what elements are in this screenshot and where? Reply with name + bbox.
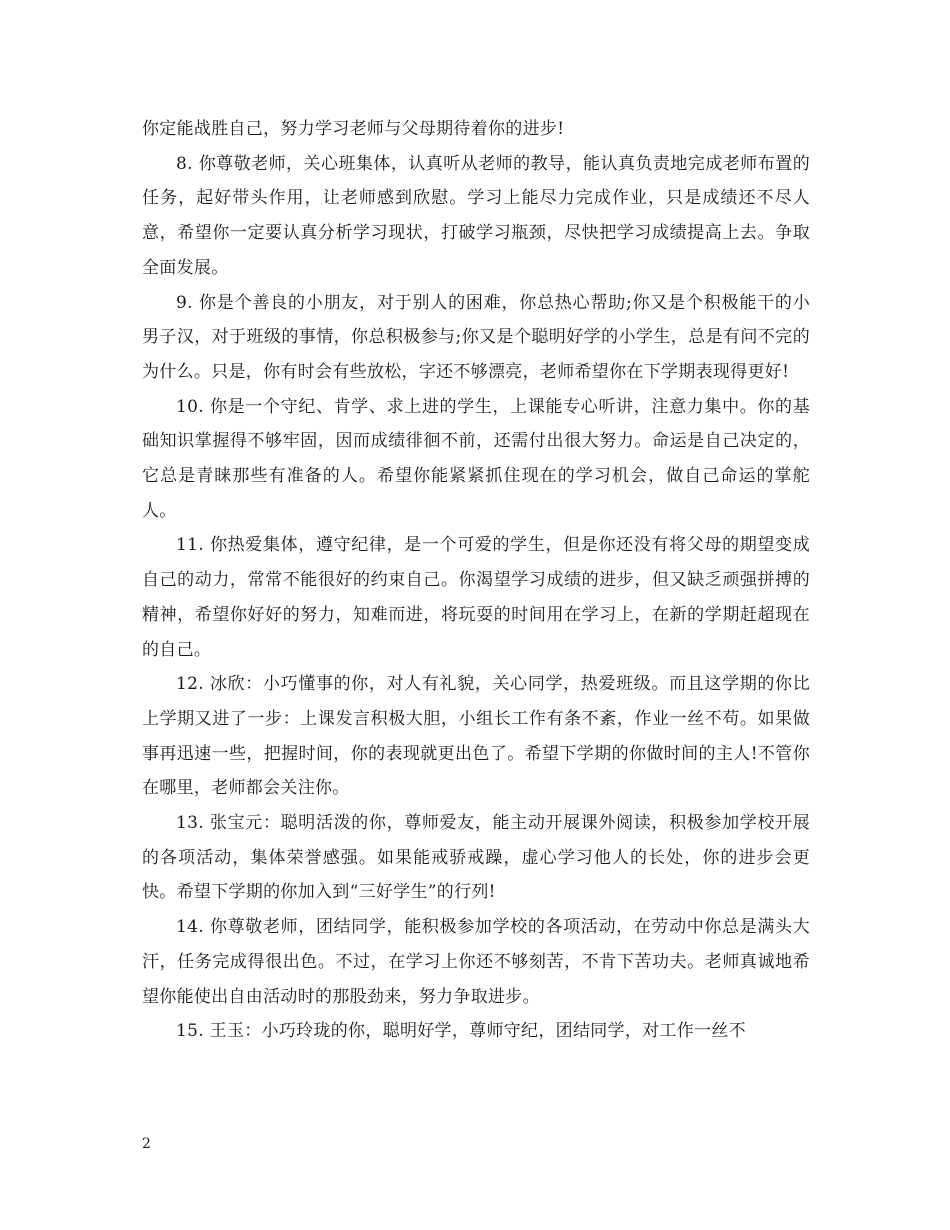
page-number: 2	[142, 1136, 151, 1152]
paragraph-item-9: 9. 你是个善良的小朋友，对于别人的困难，你总热心帮助;你又是个积极能干的小男子汉，对于班级的事情，你总积极参与;你又是个聪明好学的小学生，总是有问不完的为什么。只是，你有时会有些放松，字还不够漂亮，老师希望你在下学期表现得更好!	[142, 292, 810, 382]
paragraph-item-10: 10. 你是一个守纪、肯学、求上进的学生，上课能专心听讲，注意力集中。你的基础知识掌握得不够牢固，因而成绩徘徊不前，还需付出很大努力。命运是自己决定的，它总是青睐那些有准备的人。希望你能紧紧抓住现在的学习机会，做自己命运的掌舵人。	[142, 396, 810, 521]
paragraph-continuation: 你定能战胜自己，努力学习老师与父母期待着你的进步!	[142, 119, 565, 139]
paragraph-item-12: 12. 冰欣：小巧懂事的你，对人有礼貌，关心同学，热爱班级。而且这学期的你比上学期又进了一步：上课发言积极大胆，小组长工作有条不紊，作业一丝不苟。如果做事再迅速一些，把握时间，你的表现就更出色了。希望下学期的你做时间的主人!不管你在哪里，老师都会关注你。	[142, 674, 810, 799]
paragraph-item-8: 8. 你尊敬老师，关心班集体，认真听从老师的教导，能认真负责地完成老师布置的任务，起好带头作用，让老师感到欣慰。学习上能尽力完成作业，只是成绩还不尽人意，希望你一定要认真分析学习现状，打破学习瓶颈，尽快把学习成绩提高上去。争取全面发展。	[142, 153, 810, 278]
paragraph-item-11: 11. 你热爱集体，遵守纪律，是一个可爱的学生，但是你还没有将父母的期望变成自己的动力，常常不能很好的约束自己。你渴望学习成绩的进步，但又缺乏顽强拼搏的精神，希望你好好的努力，知难而进，将玩耍的时间用在学习上，在新的学期赶超现在的自己。	[142, 535, 810, 660]
paragraph-item-15: 15. 王玉：小巧玲珑的你，聪明好学，尊师守纪，团结同学，对工作一丝不	[176, 1021, 746, 1042]
paragraph-item-14: 14. 你尊敬老师，团结同学，能积极参加学校的各项活动，在劳动中你总是满头大汗，任务完成得很出色。不过，在学习上你还不够刻苦，不肯下苦功夫。老师真诚地希望你能使出自由活动时的那股劲来，努力争取进步。	[142, 917, 810, 1007]
paragraph-item-13: 13. 张宝元：聪明活泼的你，尊师爱友，能主动开展课外阅读，积极参加学校开展的各项活动，集体荣誉感强。如果能戒骄戒躁，虚心学习他人的长处，你的进步会更快。希望下学期的你加入到“三好学生”的行列!	[142, 813, 810, 903]
document-body	[142, 112, 810, 1049]
